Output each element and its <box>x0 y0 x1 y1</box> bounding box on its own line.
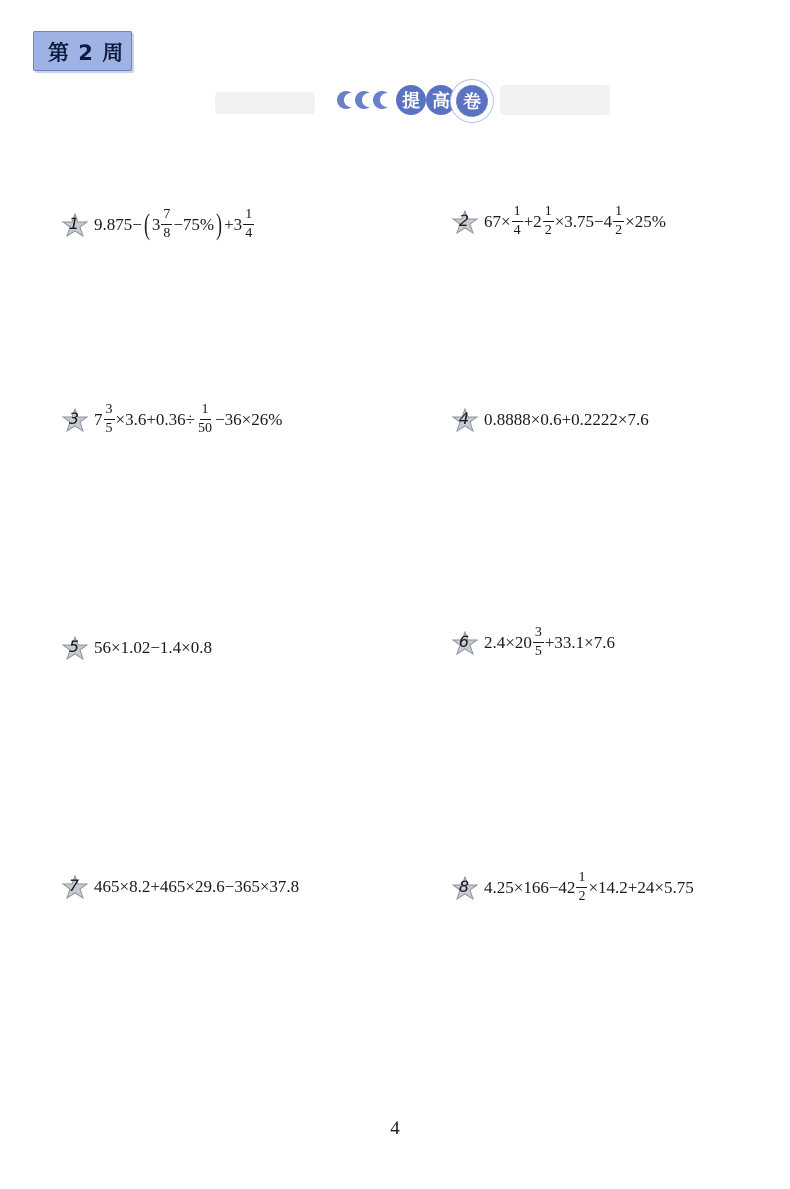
fraction <box>543 205 554 238</box>
expr-text: 0.8888×0.6+0.2222×7.6 <box>484 410 649 429</box>
numerator: 7 <box>161 208 172 225</box>
section-title-banner <box>337 75 497 129</box>
numerator: 1 <box>200 403 211 420</box>
problem-number: 7 <box>68 876 80 895</box>
expr-text: −75% <box>173 214 215 234</box>
denominator: 2 <box>615 223 623 238</box>
expr-text: ×3.75−4 <box>554 211 613 231</box>
fraction <box>613 205 624 238</box>
denominator: 2 <box>578 889 586 904</box>
expr-text: 56×1.02−1.4×0.8 <box>94 638 213 657</box>
week-label-tab <box>33 31 132 71</box>
expr-text: +2 <box>523 211 542 231</box>
fraction <box>104 403 115 436</box>
problem-2 <box>452 205 666 238</box>
fraction <box>576 871 587 904</box>
expr-text: 7 <box>94 409 103 429</box>
denominator: 4 <box>245 226 253 241</box>
star-badge-icon <box>452 876 478 900</box>
title-char: 提 <box>396 85 426 115</box>
problem-number: 8 <box>458 876 470 896</box>
denominator: 8 <box>163 226 171 241</box>
denominator: 5 <box>105 421 113 436</box>
star-badge-icon <box>452 631 478 655</box>
fraction <box>243 208 254 241</box>
expr-text: +33.1×7.6 <box>544 632 616 652</box>
denominator: 4 <box>513 223 521 238</box>
numerator: 1 <box>243 208 254 225</box>
expr-text: 4.25×166−42 <box>484 877 576 897</box>
title-char: 高 <box>426 85 456 115</box>
fraction <box>196 403 214 436</box>
problem-6 <box>452 626 615 659</box>
decor-crescent-icon <box>337 91 355 109</box>
star-badge-icon <box>62 875 88 899</box>
expr-text: 2.4×20 <box>484 632 532 652</box>
expr-text: ×14.2+24×5.75 <box>588 877 694 897</box>
problem-number: 6 <box>458 631 470 651</box>
background-bleed-left <box>215 92 315 114</box>
paren-open: ( <box>143 207 150 241</box>
star-badge-icon <box>62 408 88 432</box>
decor-crescent-icon <box>355 91 373 109</box>
problem-3 <box>62 403 282 436</box>
problem-number: 2 <box>458 210 470 230</box>
expr-text: 9.875− <box>94 214 142 234</box>
denominator: 50 <box>198 421 213 436</box>
problem-4 <box>452 408 649 432</box>
star-badge-icon <box>62 213 88 237</box>
fraction <box>161 208 172 241</box>
expr-text: 3 <box>151 214 161 234</box>
expr-text: 465×8.2+465×29.6−365×37.8 <box>94 877 300 896</box>
problem-8 <box>452 871 694 904</box>
paren-close: ) <box>216 207 223 241</box>
fraction <box>512 205 523 238</box>
background-bleed-right <box>500 85 610 115</box>
numerator: 1 <box>613 205 624 222</box>
expr-text: 67× <box>484 211 511 231</box>
numerator: 3 <box>104 403 115 420</box>
decor-crescent-icon <box>373 91 391 109</box>
denominator: 2 <box>544 223 552 238</box>
numerator: 1 <box>576 871 587 888</box>
numerator: 1 <box>512 205 523 222</box>
numerator: 1 <box>543 205 554 222</box>
expr-text: −36×26% <box>215 409 283 429</box>
fraction <box>533 626 544 659</box>
week-label: 第 2 周 <box>48 41 125 65</box>
expr-text: +3 <box>224 214 243 234</box>
problem-5 <box>62 636 212 660</box>
problem-number: 1 <box>68 213 80 233</box>
title-char: 卷 <box>456 85 488 117</box>
numerator: 3 <box>533 626 544 643</box>
page-number: 4 <box>390 1118 400 1139</box>
problem-number: 3 <box>68 408 80 428</box>
expr-text: ×25% <box>625 211 666 231</box>
problem-7 <box>62 875 299 899</box>
star-badge-icon <box>452 408 478 432</box>
star-badge-icon <box>62 636 88 660</box>
denominator: 5 <box>534 644 542 659</box>
star-badge-icon <box>452 210 478 234</box>
expr-text: ×3.6+0.36÷ <box>115 409 196 429</box>
problem-1 <box>62 208 255 241</box>
problem-number: 4 <box>458 409 470 428</box>
problem-number: 5 <box>68 637 80 656</box>
